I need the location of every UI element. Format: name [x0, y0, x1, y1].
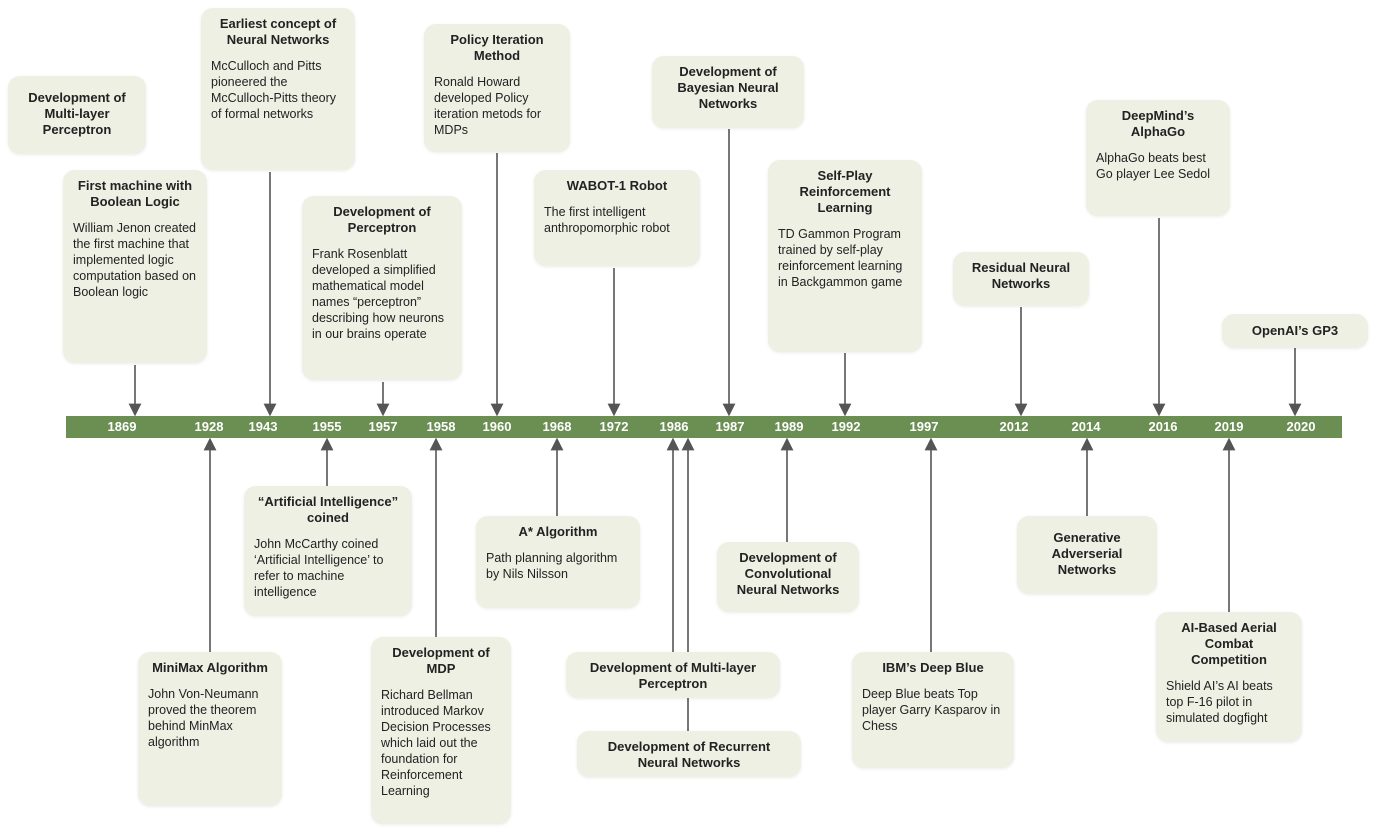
event-title: IBM’s Deep Blue — [882, 660, 984, 675]
event-title: Development of Recurrent Neural Networks — [607, 739, 771, 770]
year-label: 1960 — [482, 419, 512, 434]
event-description: McCulloch and Pitts pioneered the McCulloch-Pitts theory of formal networks — [211, 59, 337, 121]
event-card-mlp-top — [8, 76, 146, 154]
event-title: Development of Bayesian Neural Networks — [677, 64, 779, 111]
event-description: TD Gammon Program trained by self-play reinforcement learning in Backgammon game — [778, 227, 903, 289]
event-card-gp3 — [1222, 314, 1368, 348]
event-title: Development of MDP — [392, 645, 490, 676]
year-label: 1989 — [774, 419, 804, 434]
event-title: WABOT-1 Robot — [566, 178, 668, 193]
event-description: Ronald Howard developed Policy iteration metods for MDPs — [434, 75, 541, 137]
event-title: Development of Convolutional Neural Networks — [736, 550, 840, 597]
event-card-mdp — [371, 637, 511, 824]
event-title: Earliest concept of Neural Networks — [219, 16, 337, 47]
event-description: AlphaGo beats best Go player Lee Sedol — [1096, 151, 1210, 181]
event-card-selfplay — [768, 160, 922, 352]
event-description: The first intelligent anthropomorphic robot — [544, 205, 670, 235]
year-label: 2014 — [1071, 419, 1101, 434]
event-description: Shield AI’s AI beats top F-16 pilot in simulated dogfight — [1166, 679, 1273, 725]
year-label: 1869 — [107, 419, 137, 434]
year-label: 1958 — [426, 419, 456, 434]
event-title: Policy Iteration Method — [450, 32, 544, 63]
event-card-alphago — [1086, 100, 1230, 216]
event-card-deepblue — [852, 652, 1014, 768]
event-title: First machine with Boolean Logic — [77, 178, 193, 209]
event-card-boolean — [63, 170, 207, 363]
year-label: 1957 — [368, 419, 398, 434]
event-title: Self-Play Reinforcement Learning — [799, 168, 891, 215]
event-card-wabot — [534, 170, 700, 266]
event-card-rnn — [577, 731, 801, 777]
event-card-bayesian — [652, 56, 804, 128]
event-card-mlp-bottom — [566, 652, 780, 698]
event-description: Path planning algorithm by Nils Nilsson — [486, 551, 618, 581]
year-label: 1928 — [194, 419, 224, 434]
event-title: Development of Perceptron — [333, 204, 431, 235]
event-title: MiniMax Algorithm — [152, 660, 268, 675]
event-card-resnet — [953, 252, 1089, 306]
event-description: William Jenon created the first machine that implemented logic computation based on Boolean logic — [73, 221, 197, 299]
event-card-policy — [424, 24, 570, 152]
year-label: 2012 — [999, 419, 1029, 434]
event-card-gan — [1017, 516, 1157, 594]
event-card-cnn — [717, 542, 859, 612]
event-title: DeepMind’s AlphaGo — [1121, 108, 1195, 139]
event-card-perceptron — [302, 196, 462, 380]
event-card-minimax — [138, 652, 282, 806]
event-description: Frank Rosenblatt developed a simplified mathematical model names “perceptron” describing how neurons in our brains operate — [312, 247, 445, 341]
year-label: 2019 — [1214, 419, 1244, 434]
event-description: John McCarthy coined ‘Artificial Intelligence’ to refer to machine intelligence — [254, 537, 384, 599]
event-title: OpenAI’s GP3 — [1251, 323, 1339, 338]
year-label: 1987 — [715, 419, 745, 434]
event-card-neural-net — [201, 8, 355, 170]
event-card-aerial — [1156, 612, 1302, 742]
year-label: 1955 — [312, 419, 342, 434]
event-title: Development of Multi-layer Perceptron — [28, 90, 126, 137]
year-label: 1992 — [831, 419, 861, 434]
event-title: A* Algorithm — [518, 524, 598, 539]
event-title: Development of Multi-layer Perceptron — [589, 660, 757, 691]
event-title: “Artificial Intelligence” coined — [257, 494, 399, 525]
year-label: 1986 — [659, 419, 689, 434]
event-description: John Von-Neumann proved the theorem behind MinMax algorithm — [148, 687, 259, 749]
year-label: 1943 — [248, 419, 278, 434]
event-description: Richard Bellman introduced Markov Decision Processes which laid out the foundation for Reinforcement Learning — [381, 688, 491, 798]
event-title: AI-Based Aerial Combat Competition — [1181, 620, 1277, 667]
year-label: 1972 — [599, 419, 629, 434]
year-label: 1997 — [909, 419, 939, 434]
event-title: Residual Neural Networks — [971, 260, 1071, 291]
event-title: Generative Adverserial Networks — [1051, 530, 1123, 577]
event-card-astar — [476, 516, 640, 608]
event-card-ai-coined — [244, 486, 412, 616]
year-label: 1968 — [542, 419, 572, 434]
event-description: Deep Blue beats Top player Garry Kasparov in Chess — [862, 687, 1001, 733]
year-label: 2016 — [1148, 419, 1178, 434]
year-label: 2020 — [1286, 419, 1316, 434]
